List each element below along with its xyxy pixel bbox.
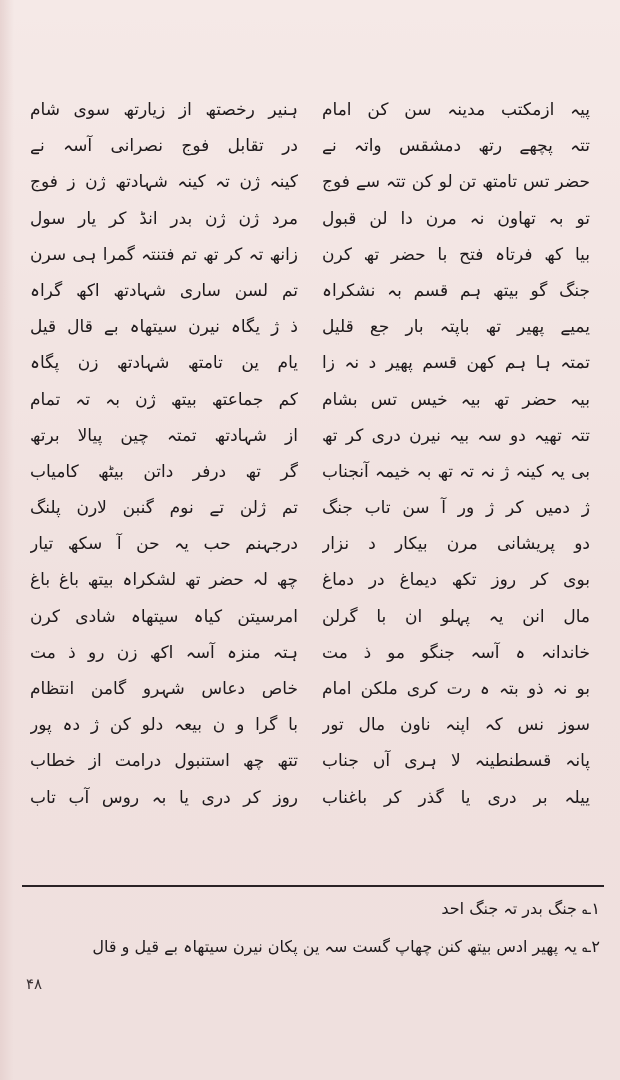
- left-verse-line: کینہ ژن تہ کینہ شہادتھ ژن ز فوج: [30, 172, 298, 193]
- right-verse-line: بیا کھ فرتاہ فتح با حضر تھ کرن: [322, 244, 590, 265]
- verse-columns: [30, 92, 590, 882]
- left-verse-line: تم ژلن تے نوم گنبن لارن پلنگ: [30, 498, 298, 519]
- footnote-1: ۱؎ جنگ بدر تہ جنگ احد: [441, 899, 600, 918]
- footnote-2: ۲؎ یہ پھیر ادس بیتھ کنن چھاپ گست سہ ین پکان نیرن سیتھاہ بے قیل و قال: [92, 937, 600, 956]
- left-verse-line: ہنیر رخصتھ از زیارتھ سوی شام: [30, 100, 298, 120]
- right-verse-line: یمیے پھیر تھ باپتہ بار جع قلیل: [322, 317, 590, 338]
- left-verse-line: با گرا و ن بیعہ دلو کن ژ دہ پور: [30, 715, 298, 736]
- left-verse-line: در تقابل فوج نصرانی آسہ نے: [30, 136, 298, 157]
- left-verse-line: ذ ژ یگاہ نیرن سیتھاہ بے قال قیل: [30, 317, 298, 338]
- left-verse-line: خاص دعاس شہرو گامن انتظام: [30, 679, 298, 699]
- page-number: ۴۸: [26, 975, 43, 993]
- left-column: [30, 92, 298, 882]
- right-verse-line: حضر تس تامتھ تن لو کن تتہ سے فوج: [322, 172, 590, 193]
- footnotes: [30, 890, 600, 966]
- right-verse-line: ییلہ بر دری یا گذر کر باغناب: [322, 787, 590, 808]
- left-verse-line: چھ لہ حضر تھ لشکراہ بیتھ باغ باغ: [30, 570, 298, 591]
- right-verse-line: تتہ پچھے رتھ دمشقس واتہ نے: [322, 136, 590, 157]
- right-verse-line: ژ دمیں کر ژ ور آ سن تاب جنگ: [322, 498, 590, 519]
- right-verse-line: تو بہ تھاون نہ مرن دا لن قبول: [322, 208, 590, 229]
- right-verse-line: بوی کر روز تکھ دیماغ در دماغ: [322, 570, 590, 591]
- right-verse-line: پانہ قسطنطینہ لا ہری آں جناب: [322, 751, 590, 772]
- right-verse-line: مال انن یہ پہلو ان با گرلن: [322, 606, 590, 627]
- left-verse-line: یام ین تامتھ شہادتھ زن پگاہ: [30, 353, 298, 374]
- left-verse-line: از شہادتھ تمتہ چین پیالا برتھ: [30, 425, 298, 446]
- left-verse-line: ہتہ منزہ آسہ اکھ زن رو ذ مت: [30, 642, 298, 663]
- left-verse-line: گر تھ درفر داتن بیٹھ کامیاب: [30, 461, 298, 482]
- right-verse-line: دو پریشانی مرن بیکار د نزار: [322, 534, 590, 555]
- right-verse-line: بی یہ کینہ ژ نہ تہ تھ بہ خیمہ آنجناب: [322, 461, 590, 482]
- left-verse-line: مرد ژن ژن بدر انڈ کر یار سول: [30, 208, 298, 229]
- left-verse-line: امرسیتن کیاہ سیتھاہ شادی کرن: [30, 606, 298, 627]
- left-verse-line: زانھ تہ کر تھ تم فتنتہ گمرا ہی سرن: [30, 244, 298, 265]
- right-verse-line: پیہ ازمکتب مدینہ سن کن امام: [322, 100, 590, 120]
- footnote-divider: [22, 885, 604, 887]
- right-verse-line: بو نہ ذو بتہ ہ رت کری ملکن امام: [322, 679, 590, 699]
- right-column: [322, 92, 590, 882]
- right-verse-line: بیہ حضر تھ بیہ خیس تس بشام: [322, 389, 590, 410]
- right-verse-line: جنگ گو بیتھ ہم قسم بہ نشکراہ: [322, 280, 590, 301]
- left-verse-line: تتھ چھ استنبول درامت از خطاب: [30, 751, 298, 772]
- right-verse-line: تتہ تھیہ دو سہ بیہ نیرن دری کر تھ: [322, 425, 590, 446]
- left-verse-line: درجہنم حب یہ حن آ سکھ تیار: [30, 534, 298, 555]
- right-verse-line: سوز نس کہ اپنہ ناون مال تور: [322, 715, 590, 736]
- left-verse-line: کم جماعتھ بیتھ ژن بہ تہ تمام: [30, 389, 298, 410]
- right-verse-line: خاندانہ ہ آسہ جنگو مو ذ مت: [322, 642, 590, 663]
- page-edge-shadow: [0, 0, 14, 1080]
- right-verse-line: تمتہ ہا ہم کھن قسم پھیر د نہ زا: [322, 353, 590, 374]
- left-verse-line: روز کر دری یا بہ روس آب تاب: [30, 787, 298, 808]
- left-verse-line: تم لسن ساری شہادتھ اکھ گراہ: [30, 280, 298, 301]
